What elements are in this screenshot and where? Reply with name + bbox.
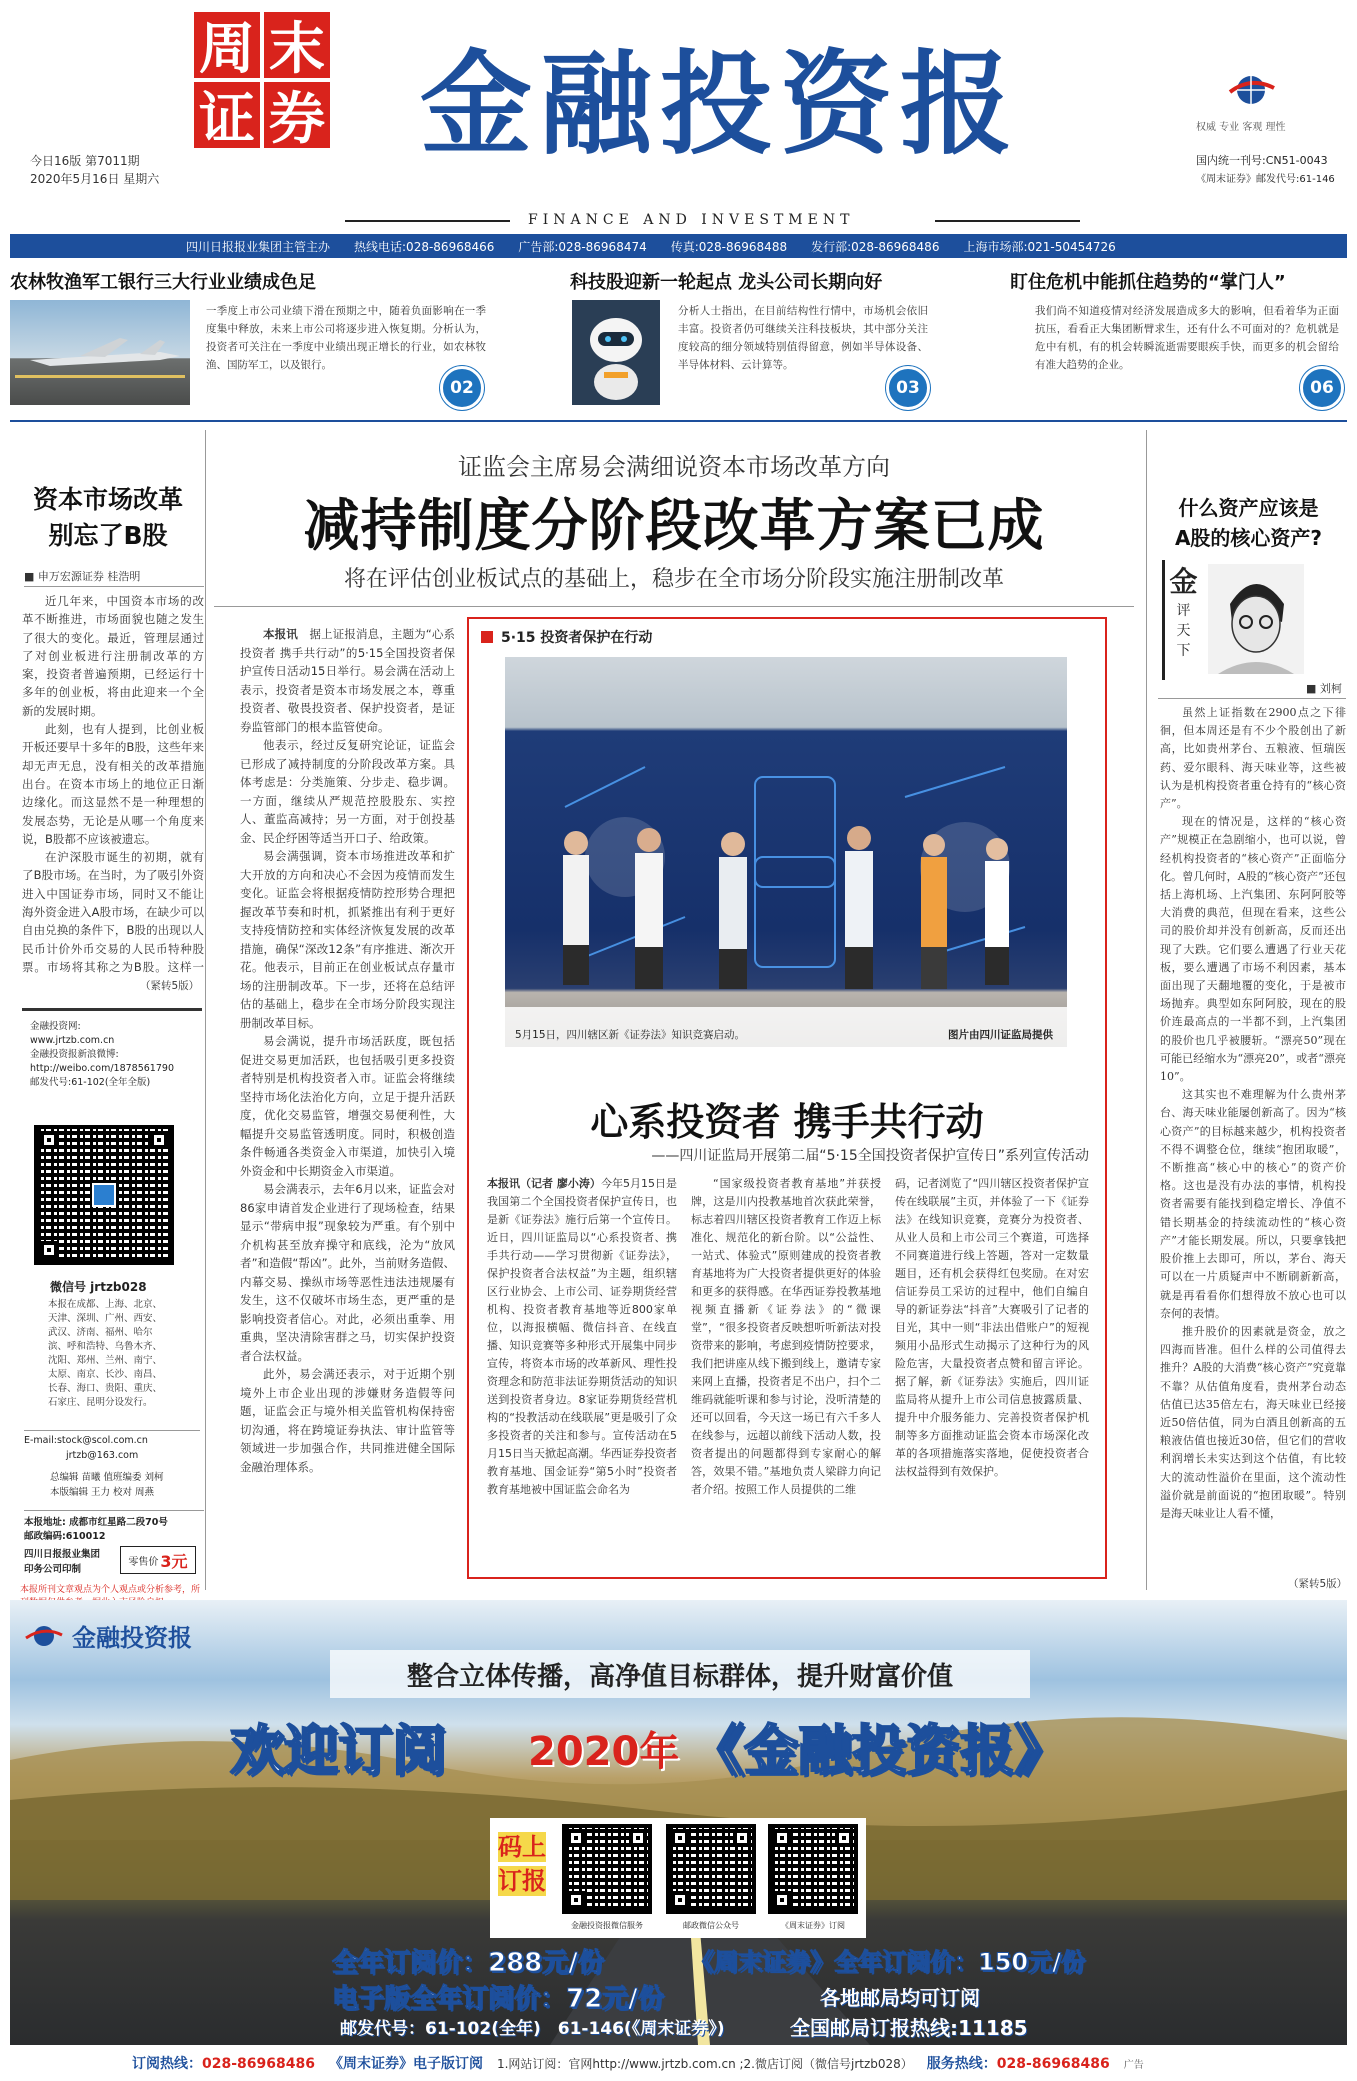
subscription-ad[interactable] (10, 1600, 1347, 2045)
contact-block (30, 1020, 200, 1090)
postcode-line: 邮政编码:610012 (24, 1531, 106, 1542)
feature-photo (505, 657, 1067, 1047)
column-headline: 什么资产应该是 (1178, 496, 1319, 520)
tag-square-icon (481, 631, 493, 643)
main-subhead-rule (214, 606, 1134, 607)
ad-mark: 广告 (1123, 2059, 1144, 2071)
contact-line: 金融投资网: (30, 1021, 81, 1032)
teaser-2[interactable] (570, 268, 940, 413)
teaser-page-badge[interactable]: 02 (440, 366, 484, 410)
left-column (10, 430, 204, 1585)
feature-col-3: 码，记者浏览了“四川辖区投资者保护宣传在线联展”主页，并体验了一下《证券法》在线知识竞赛，竞赛分为投资者、从业人员和上市公司三个赛道，可选择不同赛道进行线上答题，答对一定数量题目，还有机会获得红包奖励。在对宏信证券员工采访的过程中，他们自编自导的新证券法“抖音”大赛吸引了记者的目光，其中一则“非法出借账户”的短视频用小品形式生动揭示了这种行为的风险危害，大量投资者点赞和留言评论。据了解，新《证券法》实施后，四川证监局将从提升上市公司信息披露质量、提升中介服务能力、完善投资者保护机制等多方面推动证监会资本市场深化改革的各项措施落实落地，促使投资者合法权益得到有效保护。 (895, 1177, 1089, 1478)
paragraph: 这其实也不难理解为什么贵州茅台、海天味业能屡创新高了。因为“核心资产”的目标越来越少，机构投资者不得不调整仓位，继续“抱团取暖”，不断推高“核心中的核心”的资产价格。这也是没有办法的事情，机构投资者需要有能找到稳定增长、净值不错长期基金的持续流动性的“核心资产”才能长期发展。所以，只要拿钱把股价推上去即可，所以，茅台、海天可以在一片质疑声中不断刷新新高，就是再看看你们想得放不放心也可以奈何的表情。 (1160, 1088, 1346, 1320)
lead-label: 本报讯（记者 廖小涛） (487, 1177, 601, 1190)
teaser-headline: 盯住危机中能抓住趋势的“掌门人” (1010, 272, 1286, 293)
email-line: E-mail:stock@scol.com.cn (24, 1435, 148, 1446)
teaser-page-badge[interactable]: 06 (1300, 366, 1344, 410)
column-headline: 资本市场改革 (32, 485, 183, 514)
teaser-body: 分析人士指出，在目前结构性行情中，市场机会依旧丰富。投资者仍可继续关注科技板块，其中部分关注度较高的细分领域特别值得留意，例如半导体设备、半导体材料、云计算等。 (678, 305, 928, 371)
info-item: 热线电话:028-86968466 (354, 239, 495, 254)
globe-logo-icon (22, 1623, 66, 1649)
lead-label: 本报讯 (263, 627, 298, 641)
service-number[interactable]: 028-86968486 (996, 2056, 1110, 2072)
column-headline: A股的核心资产? (1174, 526, 1323, 550)
right-column (1150, 430, 1350, 1590)
price-weekend: 《周末证券》全年订阅价：150元/份 (690, 1948, 1085, 1976)
contact-line: http://weibo.com/1878561790 (30, 1063, 174, 1074)
continued-note: （紧转5版） (140, 980, 200, 992)
qr-label: 金融投资报微信服务 (571, 1921, 643, 1930)
qr-code-1[interactable] (562, 1824, 652, 1914)
column-byline: ■ 申万宏源证券 桂浩明 (24, 570, 141, 583)
paragraph: 虽然上证指数在2900点之下徘徊，但本周还是有不少个股创出了新高，比如贵州茅台、五粮液、恒瑞医药、爱尔眼科、海天味业等，这些被认为是机构投资者重仓持有的“核心资产”。 (1160, 706, 1346, 811)
feature-headline: 心系投资者 携手共行动 (590, 1100, 984, 1144)
price-label: 零售价 (128, 1556, 159, 1568)
logo-tags: 权威 专业 客观 理性 (1196, 122, 1286, 133)
badge-char: 金 (1169, 565, 1198, 598)
cn-number: 国内统一刊号:CN51-0043 (1196, 154, 1328, 167)
digital-methods[interactable]: 1.网站订阅：官网http://www.jrtzb.com.cn ;2.微店订阅（微信号jrtzb028） (496, 2056, 913, 2071)
column-body (1160, 704, 1346, 1572)
feature-tag (481, 627, 652, 647)
qr-code-3[interactable] (768, 1824, 858, 1914)
scan-label (498, 1832, 546, 1896)
info-item: 四川日报报业集团主管主办 (186, 239, 331, 254)
national-hotline: 全国邮局订报热线:11185 (790, 2016, 1028, 2040)
ad-logo (22, 1618, 192, 1653)
staff-line: 总编辑 苗曦 值班编委 刘柯 (50, 1472, 164, 1483)
column-rule-right (1146, 430, 1147, 1590)
digital-label: 《周末证券》电子版订阅 (328, 2056, 483, 2072)
email-line: jrtzb@163.com (66, 1450, 139, 1461)
price-full: 全年订阅价：288元/份 (332, 1948, 604, 1978)
paragraph: 现在的情况是，这样的“核心资产”规模正在急剧缩小，也可以说，曾经机构投资者的“核心资产”正面临分化。曾几何时，A股的“核心资产”还包括上海机场、上汽集团、东阿阿胶等大消费的典范，但现在看来，这些公司的股价却并没有创新高，反而还出现了大跌。它们要么遭遇了行业天花板，要么遭遇了市场不利因素，基本面出现了天翻地覆的变化，于是被市场抛弃。典型如东阿阿胶，现在的股价连最高点的一半都不到，上汽集团的股价也几乎被腰斩。“漂亮50”现在可能已经缩水为“漂亮20”，或者“漂亮10”。 (1160, 815, 1346, 1084)
teaser-1[interactable] (10, 268, 558, 413)
post-codes: 邮发代号：61-102(全年) 61-146(《周末证券》) (340, 2019, 725, 2039)
qr-panel (490, 1818, 866, 1938)
brand-char: 证 (194, 82, 260, 148)
qr-label: 邮政微信公众号 (683, 1921, 739, 1930)
post-code: 《周末证券》邮发代号:61-146 (1196, 174, 1335, 185)
paragraph: 推升股价的因素就是资金，放之四海而皆准。但什么样的公司值得去推升？A股的大消费“核心资产”究竟靠不靠？从估值角度看，贵州茅台动态估值已达35倍左右，海天味业已经接近50倍估值，同为白酒且创新高的五粮液估值也接近30倍，但它们的营收利润增长未实达到这个估值，有比较大的流动性溢价在里面，这个流动性溢价就是前面说的“抱团取暖”。特别是海天味业让人看不懂， (1160, 1324, 1346, 1520)
left-divider (22, 1008, 202, 1011)
address-line: 本报地址: 成都市红星路二段70号 (24, 1510, 204, 1528)
contact-line: 邮发代号:61-102(全年全版) (30, 1077, 151, 1088)
globe-logo-icon (1222, 70, 1280, 110)
staff-block (50, 1470, 200, 1500)
ad-slogan: 整合立体传播，高净值目标群体，提升财富价值 (406, 1661, 953, 1692)
email-block (24, 1430, 200, 1463)
column-byline: ■ 刘柯 (1306, 682, 1342, 695)
feature-col-1 (487, 1175, 677, 1575)
teaser-page-badge[interactable]: 03 (886, 366, 930, 410)
main-kicker: 证监会主席易会满细说资本市场改革方向 (458, 453, 890, 481)
paragraph: 他表示，经过反复研究论证，证监会已形成了减持制度的分阶段改革方案。具体考虑是：分类施策、分步走、稳步调。一方面，继续从严规范控股股东、实控人、董监高减持；另一方面，对于创投基金、民企纾困等适当开口子、给政策。 (240, 738, 455, 845)
continued-note: （紧转5版） (1288, 1578, 1348, 1590)
paragraph: 在沪深股市诞生的初期，就有了B股市场。在当时，为了吸引外资进入中国证券市场，同时又不能让海外资金进入A股市场，在缺少可以自由兑换的条件下，B股的出现以人民币计价外币交易的人民币特种股票。市场将其称之为B股。这样一 (22, 850, 204, 974)
price-box (120, 1546, 196, 1574)
main-subhead: 将在评估创业板试点的基础上，稳步在全市场分阶段实施注册制改革 (343, 567, 1004, 592)
brand-char: 末 (264, 12, 330, 78)
feature-box (467, 617, 1107, 1579)
column-badge (1162, 560, 1202, 680)
info-item: 发行部:028-86968486 (811, 239, 940, 254)
feature-col-2: “国家级投资者教育基地”并获授牌，这是川内投教基地首次获此荣誉，标志着四川辖区投资者教育工作迈上标准化、规范化的新台阶。以“公益性、一站式、体验式”原则建成的投资者教育基地将为广大投资者提供更好的体验和更多的获得感。在华西证券投教基地视频直播新《证券法》的“微课堂”，“很多投资者反映想听听新法对投资带来的影响，考虑到疫情防控要求，我们把讲座从线下搬到线上，邀请专家来网上直播，投资者足不出户，扫个二维码就能听课和参与讨论，没听清楚的还可以回看，今天这一场已有六千多人在线参与，远超以前线下活动人数，投资者提出的问题都得到专家耐心的解答，效果不错。”基地负责人梁辟力向记者介绍。按照工作人员提供的二维 (691, 1177, 881, 1496)
wechat-qr-code[interactable] (34, 1125, 174, 1265)
footer-bar (10, 2050, 1347, 2076)
paragraph-text: 今年5月15日是我国第二个全国投资者保护宣传日，也是新《证券法》施行后第一个宣传日。近日，四川证监局以“心系投资者、携手共行动——学习贯彻新《证券法》，保护投资者合法权益”为主题，组织辖区行业协会、上市公司、证券期货经营机构、投资者教育基地等近800家单位，以海报横幅、微信抖音、在线直播、知识竞赛等多种形式开展集中同步宣传，将资本市场的改革新风、理性投资理念和防范非法证券期货活动的知识送到投资者身边。8家证券期货经营机构的“投教活动在线联展”更是吸引了众多投资者的关注和参与。宣传活动在5月15日当天掀起高潮。华西证券投资者教育基地、国金证券“第5小时”投资者教育基地被中国证监会命名为 (487, 1177, 677, 1496)
printer-line: 印务公司印制 (24, 1564, 82, 1575)
paragraph: 近几年来，中国资本市场的改革不断推进，市场面貌也随之发生了很大的变化。最近，管理层通过了对创业板进行注册制改革的方案，投资者普遍预期，已经运行十多年的创业板，将由此迎来一个全新的发展时期。 (22, 594, 204, 718)
byline-rule (24, 586, 204, 587)
teaser-photo-robot (572, 300, 660, 405)
paragraph (240, 625, 455, 736)
brand-logo (194, 12, 330, 152)
ad-year: 2020年 (528, 1729, 680, 1775)
paragraph: 易会满说，提升市场活跃度，既包括促进交易更加活跃，也包括吸引更多投资者特别是机构投资者入市。证监会将继续坚持市场化法治化方向，立足于提升活跃度，优化交易监管，增强交易便利性，大幅提升交易监管透明度。同时，积极创造条件畅通各类资金入市渠道，加快引入境外资金和中长期资金入市渠道。 (240, 1034, 455, 1178)
ad-slogan-bar (330, 1650, 1030, 1698)
badge-char: 下 (1176, 643, 1191, 659)
feature-tag-text: 5·15 投资者保护在行动 (501, 630, 653, 646)
info-item: 上海市场部:021-50454726 (963, 239, 1116, 254)
column-headline: 别忘了B股 (48, 521, 168, 550)
column-rule-left (205, 430, 206, 1590)
info-bar (10, 234, 1347, 258)
issue-line-1: 今日16版 第7011期 (30, 154, 140, 168)
paragraph: 此外，易会满还表示，对于近期个别境外上市企业出现的涉嫌财务造假等问题，证监会正与境外相关监管机构保持密切沟通，将在跨境证券执法、审计监管等领域进一步加强合作，共同推进健全国际金融治理体系。 (240, 1367, 455, 1474)
teaser-headline: 农林牧渔军工银行三大行业业绩成色足 (10, 272, 316, 293)
teaser-body: 一季度上市公司业绩下滑在预期之中，随着负面影响在一季度集中释放，未来上市公司将逐步进入恢复期。分析认为，投资者可关注在一季度中业绩出现正增长的行业，如农林牧渔、国防军工，以及银行。 (206, 305, 486, 371)
qr-code-2[interactable] (666, 1824, 756, 1914)
title-rule (935, 220, 1080, 222)
info-item: 广告部:028-86968474 (518, 239, 647, 254)
hotline-label: 订阅热线： (132, 2056, 202, 2072)
ad-logo-text: 金融投资报 (72, 1623, 192, 1652)
left-notice: 本报所刊文章观点为个人观点或分析参考，所 (20, 1585, 201, 1595)
paragraph: 易会满强调，资本市场推进改革和扩大开放的方向和决心不会因为疫情而发生变化。证监会将根据疫情防控形势合理把握改革节奏和时机，抓紧推出有利于更好支持疫情防控和实体经济恢复发展的改革措施，确保“深改12条”有序推进、渐次开花。他表示，目前正在创业板试点存量市场的注册制改革。下一步，还将在总结评估的基础上，稳步在全市场分阶段实现注册制改革目标。 (240, 849, 455, 1030)
title-rule (345, 220, 510, 222)
teaser-3[interactable] (1010, 268, 1347, 413)
feature-subhead: ——四川证监局开展第二届“5·15全国投资者保护宣传日”系列宣传活动 (651, 1148, 1089, 1164)
byline-rule (1158, 698, 1346, 699)
price-value: 3元 (160, 1551, 188, 1571)
paragraph-text: 据上证报消息，主题为“心系投资者 携手共行动”的5·15全国投资者保护宣传日活动15日举行。易会满在活动上表示，投资者是资本市场发展之本，尊重投资者、敬畏投资者、保护投资者，是证券监管部门的根本监管使命。 (240, 627, 455, 734)
paragraph: 易会满表示，去年6月以来，证监会对86家申请首发企业进行了现场检查，结果显示“带病申报”现象较为严重。有个别中介机构甚至放弃操守和底线，沦为“放风者”和造假“帮凶”。此外，当前财务造假、内幕交易、操纵市场等恶性违法违规屡有发生，这不仅破坏市场生态，更严重的是影响投资者信心。对此，必须出重拳、用重典，坚决清除害群之马，切实保护投资者合法权益。 (240, 1182, 455, 1363)
ad-welcome: 欢迎订阅 (230, 1719, 446, 1782)
scan-label-line: 订报 (498, 1867, 546, 1895)
hotline-group (132, 2053, 315, 2073)
badge-char: 评 (1176, 603, 1191, 619)
paper-subtitle-en: FINANCE AND INVESTMENT (528, 212, 855, 228)
qr-label: 《周末证券》订阅 (781, 1921, 845, 1930)
printer-line: 四川日报报业集团 (24, 1549, 101, 1560)
issue-line-2: 2020年5月16日 星期六 (30, 172, 160, 186)
teaser-body: 我们尚不知道疫情对经济发展造成多大的影响，但看着华为正面抗压，看看正大集团断臂求生，还有什么不可面对的？危机就是危中有机，有的机会转瞬流逝需要眼疾手快，而更多的机会留给有准大趋势的企业。 (1035, 305, 1339, 371)
local-offices: 各地邮局均可订阅 (820, 1986, 980, 2010)
photo-caption: 5月15日，四川辖区新《证券法》知识竞赛启动。 (515, 1029, 746, 1041)
wechat-id: 微信号 jrtzb028 (50, 1280, 147, 1294)
brand-char: 周 (194, 12, 260, 78)
contact-line: www.jrtzb.com.cn (30, 1035, 115, 1046)
teaser-photo-jet (10, 300, 190, 405)
scan-label-line: 码上 (498, 1833, 546, 1861)
info-item: 传真:028-86968488 (670, 239, 788, 254)
service-label: 服务热线： (926, 2056, 997, 2072)
stations-text: 本报在成都、上海、北京、天津、深圳、广州、西安、武汉、济南、福州、哈尔滨、呼和浩特、乌鲁木齐、沈阳、郑州、兰州、南宁、太原、南京、长沙、南昌、长春、海口、贵阳、重庆、石家庄、昆明分设发行。 (48, 1299, 163, 1408)
hotline-number[interactable]: 028-86968486 (202, 2056, 315, 2072)
column-body (22, 592, 204, 977)
teaser-headline: 科技股迎新一轮起点 龙头公司长期向好 (570, 272, 883, 293)
badge-char: 天 (1176, 623, 1191, 639)
photo-credit: 图片由四川证监局提供 (948, 1029, 1053, 1041)
section-divider (10, 420, 1347, 422)
contact-line: 金融投资报新浪微博: (30, 1049, 119, 1060)
author-portrait (1208, 564, 1304, 674)
brand-char: 券 (264, 82, 330, 148)
main-body (240, 625, 455, 1565)
staff-line: 本版编辑 王力 校对 周燕 (50, 1487, 155, 1498)
ad-paper: 《金融投资报》 (690, 1719, 1068, 1782)
service-group (927, 2053, 1110, 2073)
paragraph: 此刻，也有人提到，比创业板开板还要早十多年的B股，这些年来却无声无息，没有相关的改革措施出台。在资本市场上的地位正日渐边缘化。而这显然不是一种理想的发展态势，无论是从哪一个角度来说，B股都不应该被遗忘。 (22, 722, 204, 846)
main-headline: 减持制度分阶段改革方案已成 (303, 494, 1045, 559)
masthead (0, 0, 1357, 232)
qr-center-logo (92, 1183, 116, 1207)
paper-title: 金融投资报 (420, 39, 1020, 170)
price-digital: 电子版全年订阅价：72元/份 (332, 1984, 664, 2014)
